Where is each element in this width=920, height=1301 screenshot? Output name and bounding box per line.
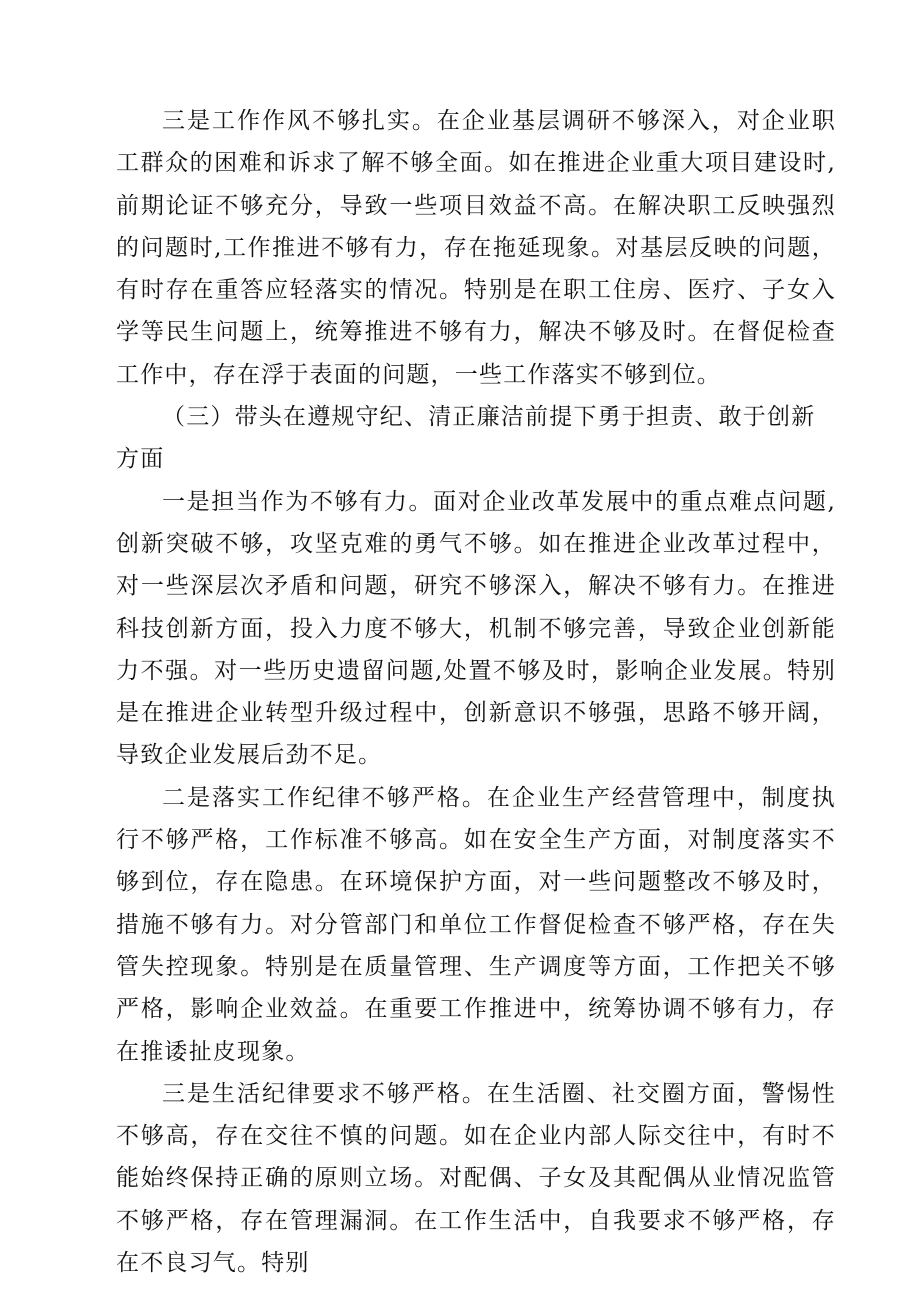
section-heading-three: （三）带头在遵规守纪、清正廉洁前提下勇于担责、敢于创新方面: [116, 404, 816, 473]
paragraph-life-discipline: 三是生活纪律要求不够严格。在生活圈、社交圈方面，警惕性不够高，存在交往不慎的问题。如在企业内部人际交往中，有时不能始终保持正确的原则立场。对配偶、子女及其配偶从业情况监管不够严格，存在管理漏洞。在工作生活中，自我要求不够严格，存在不良习气。特别: [116, 1080, 836, 1277]
paragraph-work-discipline: 二是落实工作纪律不够严格。在企业生产经营管理中，制度执行不够严格，工作标准不够高。如在安全生产方面，对制度落实不够到位，存在隐患。在环境保护方面，对一些问题整改不够及时，措施不够有力。对分管部门和单位工作督促检查不够严格，存在失管失控现象。特别是在质量管理、生产调度等方面，工作把关不够严格，影响企业效益。在重要工作推进中，统筹协调不够有力，存在推诿扯皮现象。: [116, 784, 836, 1065]
document-body: [116, 100, 836, 1284]
paragraph-responsibility: 一是担当作为不够有力。面对企业改革发展中的重点难点问题,创新突破不够，攻坚克难的勇气不够。如在推进企业改革过程中，对一些深层次矛盾和问题，研究不够深入，解决不够有力。在推进科技创新方面，投入力度不够大，机制不够完善，导致企业创新能力不强。对一些历史遗留问题,处置不够及时，影响企业发展。特别是在推进企业转型升级过程中，创新意识不够强，思路不够开阔，导致企业发展后劲不足。: [116, 488, 836, 769]
paragraph-work-style: 三是工作作风不够扎实。在企业基层调研不够深入，对企业职工群众的困难和诉求了解不够全面。如在推进企业重大项目建设时,前期论证不够充分，导致一些项目效益不高。在解决职工反映强烈的问题时,工作推进不够有力，存在拖延现象。对基层反映的问题，有时存在重答应轻落实的情况。特别是在职工住房、医疗、子女入学等民生问题上，统筹推进不够有力，解决不够及时。在督促检查工作中，存在浮于表面的问题，一些工作落实不够到位。: [116, 108, 836, 388]
